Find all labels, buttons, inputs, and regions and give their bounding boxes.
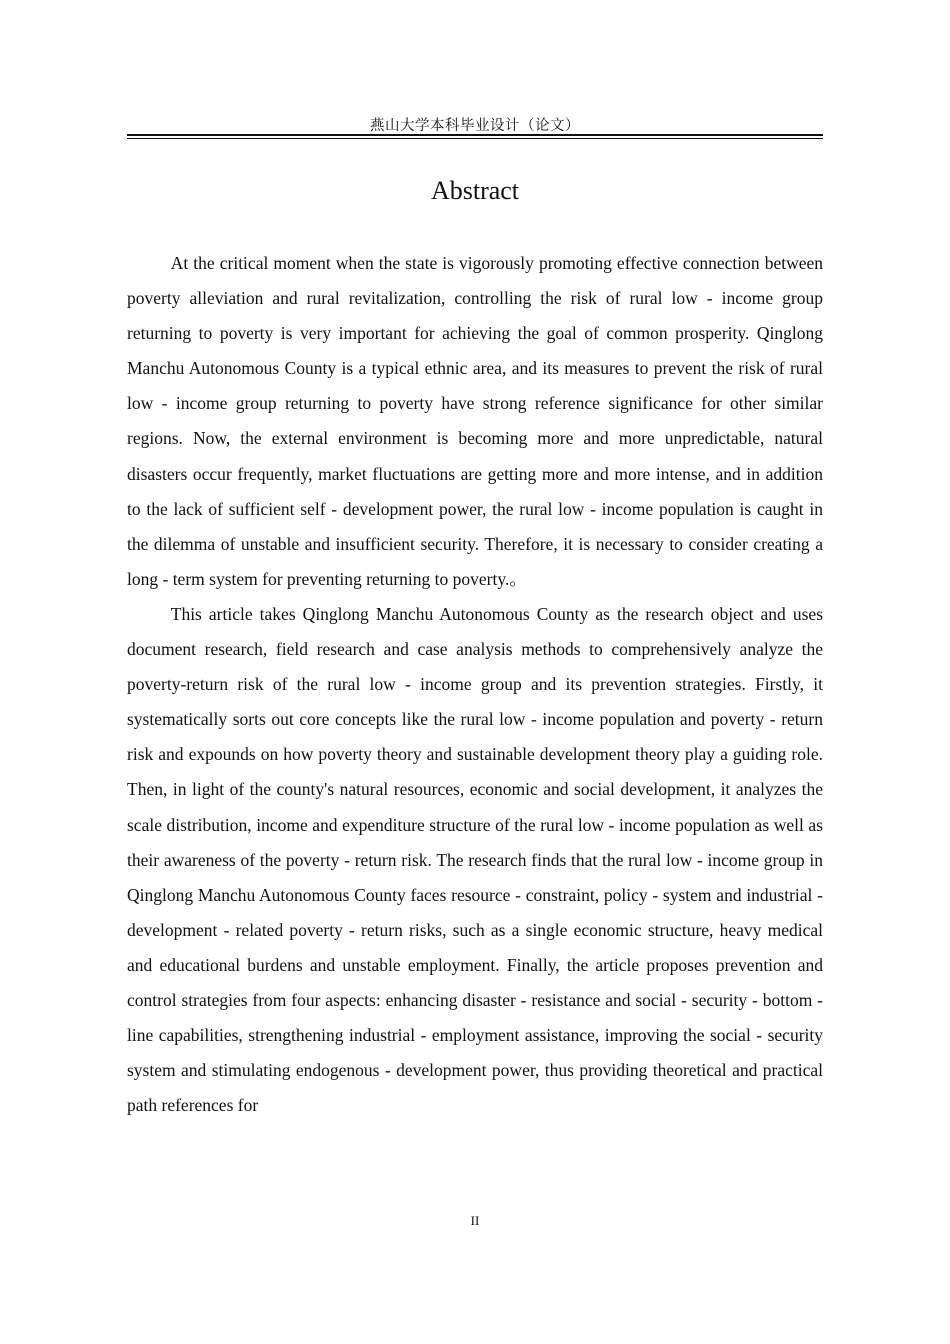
header-rule-thick	[127, 134, 823, 136]
abstract-paragraph-2: This article takes Qinglong Manchu Autonomous County as the research object and uses document research, field research and case analysis methods to comprehensively analyze the poverty-return risk of the rural low - income group and its prevention strategies. Firstly, it systematically sorts out core concepts like the rural low - income population and poverty - return risk and expounds on how poverty theory and sustainable development theory play a guiding role. Then, in light of the county's natural resources, economic and social development, it analyzes the scale distribution, income and expenditure structure of the rural low - income population as well as their awareness of the poverty - return risk. The research finds that the rural low - income group in Qinglong Manchu Autonomous County faces resource - constraint, policy - system and industrial - development - related poverty - return risks, such as a single economic structure, heavy medical and educational burdens and unstable employment. Finally, the article proposes prevention and control strategies from four aspects: enhancing disaster - resistance and social - security - bottom - line capabilities, strengthening industrial - employment assistance, improving the social - security system and stimulating endogenous - development power, thus providing theoretical and practical path references for	[127, 603, 823, 1116]
running-header: 燕山大学本科毕业设计（论文）	[370, 118, 580, 134]
abstract-body	[127, 246, 823, 1123]
header-rule-thin	[127, 138, 823, 139]
abstract-paragraph-1: At the critical moment when the state is vigorously promoting effective connection between poverty alleviation and rural revitalization, controlling the risk of rural low - income group returning to poverty is very important for achieving the goal of common prosperity. Qinglong Manchu Autonomous County is a typical ethnic area, and its measures to prevent the risk of rural low - income group returning to poverty have strong reference significance for other similar regions. Now, the external environment is becoming more and more unpredictable, natural disasters occur frequently, market fluctuations are getting more and more intense, and in addition to the lack of sufficient self - development power, the rural low - income population is caught in the dilemma of unstable and insufficient security. Therefore, it is necessary to consider creating a long - term system for preventing returning to poverty.。	[127, 253, 823, 589]
page-number: II	[470, 1213, 480, 1228]
abstract-title: Abstract	[430, 176, 520, 205]
